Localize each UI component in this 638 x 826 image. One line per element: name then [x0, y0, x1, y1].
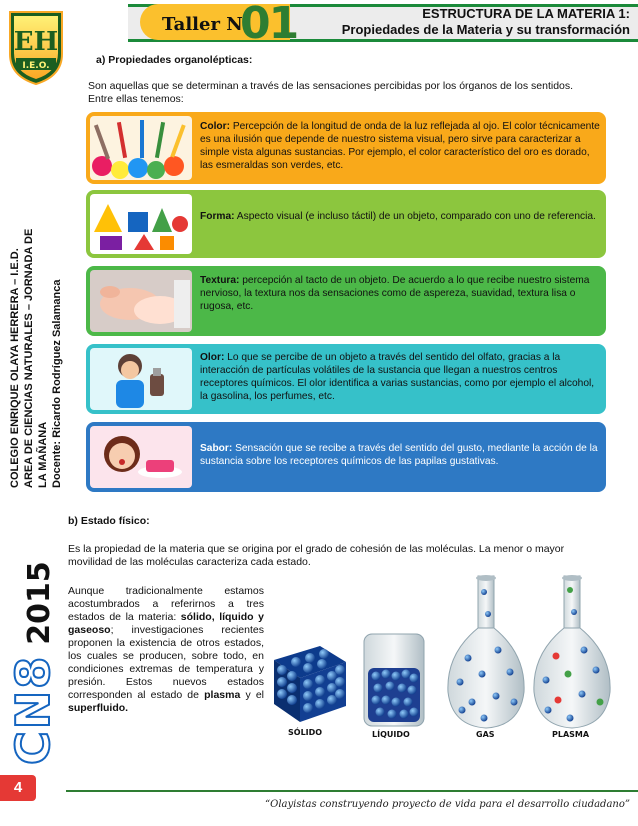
- svg-text:EH: EH: [13, 27, 59, 57]
- section-b-states-text: [68, 585, 264, 715]
- property-term-olor: Olor:: [200, 352, 225, 363]
- course-year-block: [6, 515, 58, 765]
- property-term-forma: Forma:: [200, 211, 235, 222]
- states-text-c: ; investigaciones recientes proponen la existencia de otros estados, los cuales se producen, sobre todo, en condiciones extremas de temperatura y presión. Estos nuevos estados corresponden al estado de: [68, 624, 264, 701]
- page-title-line1: ESTRUCTURA DE LA MATERIA 1:: [422, 6, 630, 21]
- area-name: AREA DE CIENCIAS NATURALES – JORNADA DE LA MAÑANA: [23, 228, 49, 488]
- states-of-matter-illustration: [268, 570, 618, 750]
- property-text-sabor: [200, 442, 600, 468]
- smelling-person-icon: [90, 348, 192, 410]
- state-label-solid: SÓLIDO: [288, 728, 323, 737]
- intro-line1: Son aquellas que se determinan a través de las sensaciones percibidas por los órganos de los sentidos.: [88, 80, 574, 92]
- property-desc-olor: Lo que se percibe de un objeto a través del sentido del olfato, gracias a la interacción de partículas volátiles de la sustancia que llegan a nuestros centros receptores químicos. El olor identifica a varias sustancias, como por ejemplo el alcohol, la gasolina, los perfumes, etc.: [200, 352, 595, 402]
- states-text-a: Aunque tradicionalmente estamos acostumbrados a referirnos a tres estados de la materia:: [68, 585, 264, 623]
- intro-line2: Entre ellas tenemos:: [88, 93, 184, 105]
- property-desc-forma: Aspecto visual (e incluso táctil) de un objeto, comparado con uno de referencia.: [234, 211, 596, 222]
- property-card-forma: [86, 190, 606, 258]
- footer-quote: “Olayistas construyendo proyecto de vida para el desarrollo ciudadano”: [265, 799, 630, 810]
- sidebar: [0, 0, 63, 826]
- course-code: CN8: [6, 654, 60, 765]
- state-label-gas: GAS: [476, 730, 495, 739]
- school-info: [2, 218, 64, 488]
- property-text-olor: [200, 351, 600, 403]
- page-title: [342, 6, 630, 38]
- states-of-matter-figure: [268, 570, 618, 750]
- property-term-sabor: Sabor:: [200, 443, 233, 454]
- solid-cube-icon: [274, 646, 346, 722]
- property-term-textura: Textura:: [200, 275, 240, 286]
- states-text-bold-plasma: plasma: [204, 689, 241, 701]
- paint-brushes-icon: [90, 116, 192, 180]
- liquid-beaker-icon: [364, 634, 424, 726]
- gas-flask-icon: [448, 575, 524, 728]
- logo-text: I.E.O.: [22, 61, 50, 71]
- property-text-textura: [200, 274, 600, 313]
- state-label-liquid: LÍQUIDO: [372, 730, 410, 739]
- hand-touch-icon: [90, 270, 192, 332]
- school-logo-icon: [4, 6, 68, 86]
- teacher-name: Docente: Ricardo Rodríguez Salamanca: [51, 279, 63, 488]
- states-text-bold-superfluid: superfluido.: [68, 702, 129, 714]
- tasting-girl-icon: [90, 426, 192, 488]
- property-desc-sabor: Sensación que se recibe a través del sentido del gusto, mediante la acción de la sustancia sobre los receptores químicos de las papilas gustativas.: [200, 443, 598, 467]
- year: 2015: [22, 561, 57, 645]
- footer-divider: [66, 790, 638, 792]
- states-text-e: y el: [240, 689, 264, 701]
- plasma-flask-icon: [534, 575, 610, 728]
- property-text-forma: [200, 210, 600, 223]
- section-a-intro: [88, 80, 608, 106]
- taller-number: 01: [240, 0, 298, 49]
- taller-label: Taller N°: [162, 14, 252, 35]
- school-name: COLEGIO ENRIQUE OLAYA HERRERA – I.E.D.: [9, 248, 21, 488]
- section-b-intro: Es la propiedad de la materia que se origina por el grado de cohesión de las moléculas. La menor o mayor movilidad de las moléculas caracteriza cada estado.: [68, 543, 565, 568]
- property-card-olor: [86, 344, 606, 414]
- taller-badge: [140, 0, 298, 49]
- geometric-shapes-icon: [90, 194, 192, 254]
- property-card-sabor: [86, 422, 606, 492]
- property-card-color: [86, 112, 606, 184]
- property-card-textura: [86, 266, 606, 336]
- states-text-bold-traditional: sólido, líquido y gaseoso: [68, 611, 264, 636]
- page-number: 4: [0, 775, 36, 801]
- property-desc-color: Percepción de la longitud de onda de la luz reflejada al ojo. El color técnicamente es una ilusión que depende de nuestro sistema visual, pero sirve para caracterizar a simple vista algunas sustancias. Por ejemplo, el color característico del oro es dorado, las esmeraldas son verdes, etc.: [200, 121, 600, 171]
- property-desc-textura: percepción al tacto de un objeto. De acuerdo a lo que recibe nuestro sistema nervioso, la textura nos da sensaciones como de aspereza, suavidad, textura lisa o rugosa, etc.: [200, 275, 590, 312]
- page-title-line2: Propiedades de la Materia y su transformación: [341, 22, 630, 37]
- property-term-color: Color:: [200, 121, 230, 132]
- section-a-heading: a) Propiedades organolépticas:: [96, 54, 253, 66]
- section-b-heading: b) Estado físico:: [68, 515, 150, 527]
- state-label-plasma: PLASMA: [552, 730, 590, 739]
- property-text-color: [200, 120, 600, 172]
- page-header: [128, 0, 638, 49]
